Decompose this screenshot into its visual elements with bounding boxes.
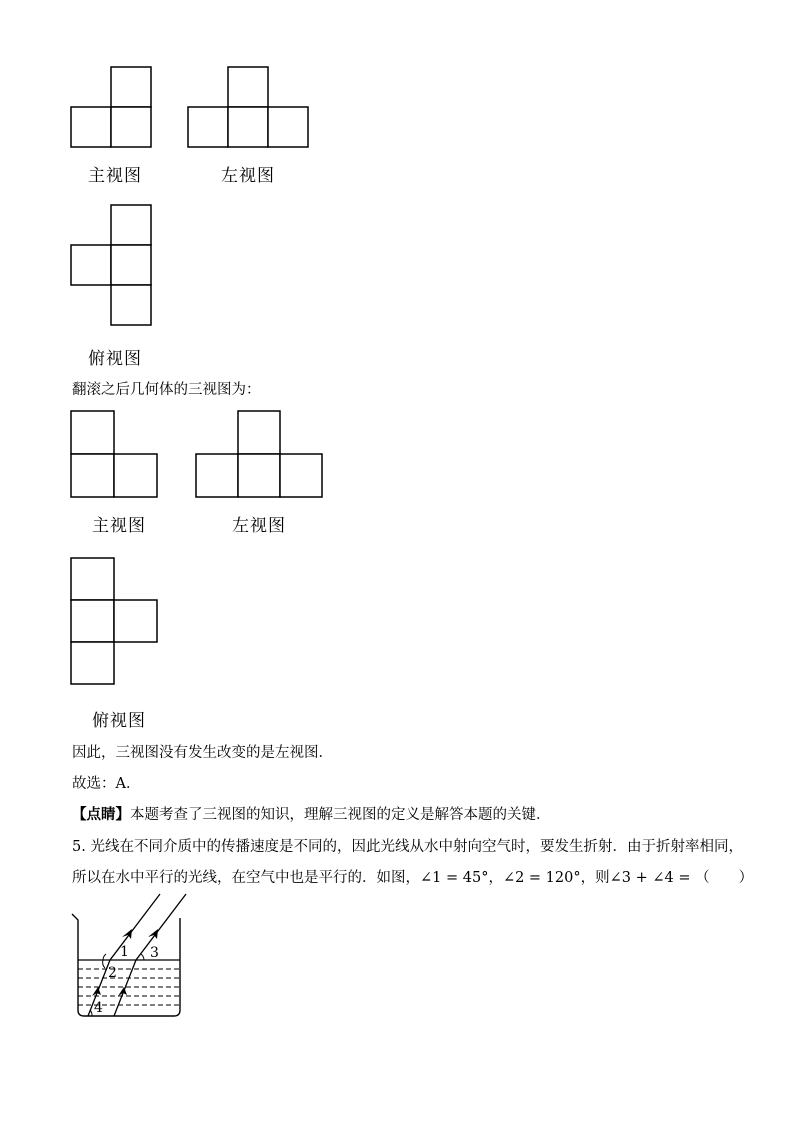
left-view-1 bbox=[187, 66, 311, 150]
problem-5-line-2: 所以在水中平行的光线，在空气中也是平行的．如图，∠1 = 45°，∠2 = 120°，则∠3 + ∠4 = （ ） bbox=[72, 870, 754, 886]
angle-1-label: 1 bbox=[120, 944, 129, 960]
angle-2-label: 2 bbox=[108, 965, 117, 981]
comment-text: 本题考查了三视图的知识，理解三视图的定义是解答本题的关键． bbox=[130, 807, 551, 823]
angle-4-label: 4 bbox=[94, 1000, 103, 1016]
ray-arrows bbox=[92, 929, 158, 996]
angle-1-arc bbox=[103, 954, 106, 960]
front-view-1 bbox=[70, 66, 154, 150]
comment-tag: 【点睛】 bbox=[72, 806, 130, 823]
left-view-1-caption: 左视图 bbox=[221, 166, 275, 186]
problem-5-line-1 bbox=[72, 840, 743, 855]
front-view-2 bbox=[70, 410, 160, 499]
angle-3-label: 3 bbox=[150, 945, 159, 961]
top-view-1-caption: 俯视图 bbox=[88, 349, 142, 369]
front-view-2-caption: 主视图 bbox=[92, 516, 146, 536]
left-view-2 bbox=[195, 410, 326, 499]
beaker-outline bbox=[72, 914, 180, 1016]
comment-line bbox=[72, 808, 551, 823]
problem-5-text-1: 光线在不同介质中的传播速度是不同的，因此光线从水中射向空气时，要发生折射．由于折射率相同， bbox=[90, 839, 743, 855]
conclusion-text: 因此，三视图没有发生改变的是左视图． bbox=[72, 745, 333, 761]
refraction-diagram bbox=[68, 892, 194, 1022]
angle-4-arc bbox=[90, 1010, 92, 1016]
angle-3-arc bbox=[141, 954, 144, 960]
top-view-2 bbox=[70, 557, 160, 688]
left-view-2-caption: 左视图 bbox=[232, 516, 286, 536]
problem-5-number: 5. bbox=[72, 839, 86, 855]
top-view-1 bbox=[70, 204, 154, 327]
front-view-1-caption: 主视图 bbox=[88, 166, 142, 186]
angle-2-arc bbox=[103, 960, 105, 968]
top-view-2-caption: 俯视图 bbox=[92, 711, 146, 731]
after-roll-text: 翻滚之后几何体的三视图为： bbox=[72, 382, 261, 398]
answer-text: 故选：A． bbox=[72, 776, 141, 792]
